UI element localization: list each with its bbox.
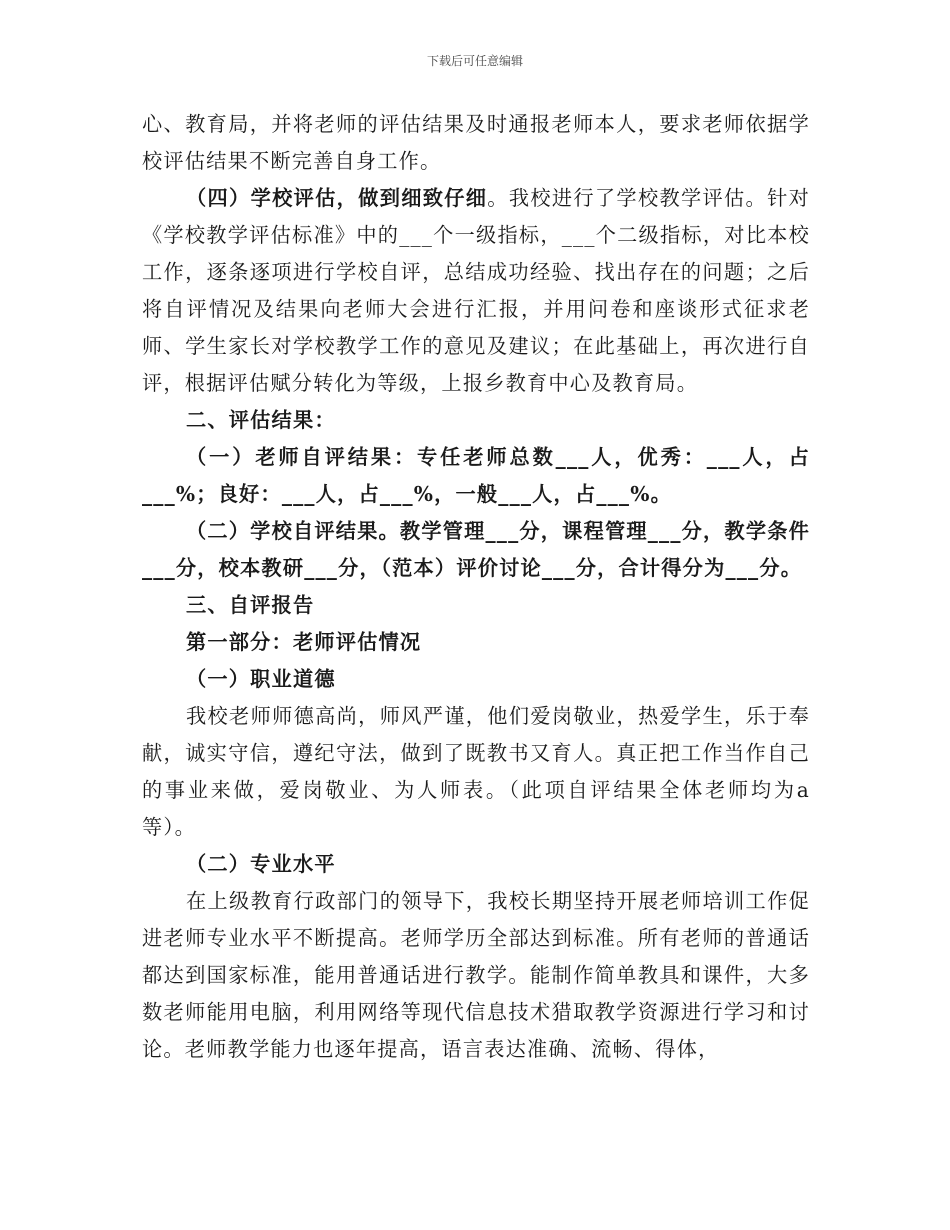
page-header-note: 下载后可任意编辑	[426, 54, 523, 68]
heading-professional-ethics: （一）职业道德	[186, 667, 336, 691]
section-heading-school-evaluation: （四）学校评估，做到细致仔细	[186, 186, 488, 210]
paragraph-school-evaluation	[142, 180, 810, 402]
heading-self-eval-report: 三、自评报告	[186, 593, 315, 617]
paragraph-professional-level: 在上级教育行政部门的领导下，我校长期坚持开展老师培训工作促进老师专业水平不断提高。老师学历全部达到标准。所有老师的普通话都达到国家标准，能用普通话进行教学。能制作简单教具和课件，大多数老师能用电脑，利用网络等现代信息技术猎取教学资源进行学习和讨论。老师教学能力也逐年提高，语言表达准确、流畅、得体，	[142, 889, 810, 1061]
heading-evaluation-results: 二、评估结果：	[186, 408, 336, 432]
heading-part-one: 第一部分：老师评估情况	[186, 630, 422, 654]
paragraph-continuation: 心、教育局，并将老师的评估结果及时通报老师本人，要求老师依据学校评估结果不断完善自身工作。	[142, 112, 810, 173]
document-body	[142, 106, 810, 1068]
heading-professional-level: （二）专业水平	[186, 852, 336, 876]
paragraph-school-self-eval-results: （二）学校自评结果。教学管理___分，课程管理___分，教学条件___分，校本教研___分，（范本）评价讨论___分，合计得分为___分。	[142, 519, 810, 580]
paragraph-teacher-self-eval-results: （一）老师自评结果：专任老师总数___人，优秀：___人，占___%；良好：___人，占___%，一般___人，占___%。	[142, 445, 810, 506]
paragraph-professional-ethics: 我校老师师德高尚，师风严谨，他们爱岗敬业，热爱学生，乐于奉献，诚实守信，遵纪守法，做到了既教书又育人。真正把工作当作自己的事业来做，爱岗敬业、为人师表。（此项自评结果全体老师均为a等）。	[142, 704, 810, 839]
paragraph-school-evaluation-text: 。我校进行了学校教学评估。针对《学校教学评估标准》中的___个一级指标，___个二级指标，对比本校工作，逐条逐项进行学校自评，总结成功经验、找出存在的问题；之后将自评情况及结果向老师大会进行汇报，并用问卷和座谈形式征求老师、学生家长对学校教学工作的意见及建议；在此基础上，再次进行自评，根据评估赋分转化为等级，上报乡教育中心及教育局。	[142, 186, 810, 395]
